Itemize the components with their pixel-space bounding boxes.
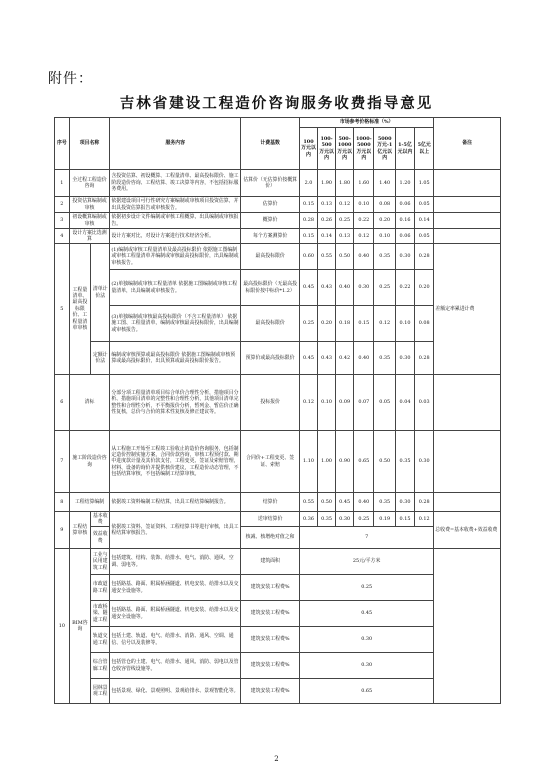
rate-cell: 0.10 — [354, 197, 374, 213]
row-basis: 概算价 — [241, 213, 300, 229]
rate-cell: 0.50 — [374, 431, 395, 493]
row-remark — [434, 431, 501, 493]
rate-cell: 0.20 — [318, 306, 336, 342]
row-content: 包括景观、绿化、景观照明、景观给排水、景观智能化等。 — [110, 679, 241, 704]
row-basis: 最高投标限价（无最高投标限价按中标价*1.2） — [241, 270, 300, 306]
rate-cell: 0.12 — [299, 375, 317, 431]
row-content: 包括路基、路面、附属桥涵隧道、机电安装、给排水以及交通安全设施等。 — [110, 601, 241, 627]
row-remark: 差额定率累进计费 — [434, 244, 501, 375]
header-tier: 1-5亿元以内 — [395, 128, 414, 170]
row-basis: 建筑安装工程费% — [241, 653, 300, 679]
rate-cell: 0.16 — [395, 213, 414, 229]
rate-cell: 0.22 — [395, 270, 414, 306]
row-basis: 建筑面积 — [241, 549, 300, 575]
rate-cell: 0.06 — [395, 197, 414, 213]
rate-cell: 0.50 — [336, 244, 354, 270]
rate-cell: 0.25 — [374, 270, 395, 306]
row-content: (2)单独编制或审核工程量清单 依据施工图编制或审核工程量清单，出具编制或审核报告。 — [110, 270, 241, 306]
row-basis: 估算价（无估算价按概算价） — [241, 170, 300, 197]
row-basis: 建筑安装工程费% — [241, 601, 300, 627]
sub-item-name: 编制或审核预算或最高投标限价 — [111, 351, 180, 358]
rate-cell: 0.10 — [374, 229, 395, 244]
rate-cell: 0.05 — [415, 229, 434, 244]
row-content: 编制或审核预算或最高投标限价 依据施工图编制或审核预算或最高投标限价，出具预算或最高投标限价报告。 — [110, 342, 241, 375]
rate-cell: 1.80 — [336, 170, 354, 197]
row-remark — [434, 549, 501, 704]
row-subgroup-name: 园林景观工程 — [91, 679, 110, 704]
rate-cell: 0.43 — [318, 270, 336, 306]
rate-cell: 0.03 — [415, 375, 434, 431]
rate-cell: 0.42 — [336, 342, 354, 375]
row-item-name: BIM咨询 — [69, 549, 90, 704]
rate-cell: 0.30 — [415, 431, 434, 493]
rate-cell: 0.60 — [299, 244, 317, 270]
row-group-name: 工程量清单、最高投标限价、工程量清单审核 — [69, 244, 90, 375]
rate-cell: 0.25 — [299, 306, 317, 342]
sub-item-name: (1)编制或审核工程量清单及最高投标限价 — [111, 246, 202, 253]
row-basis: 合同价+工程变更、签证、索赔 — [241, 431, 300, 493]
rate-cell: 0.30 — [395, 244, 414, 270]
rate-cell: 0.45 — [299, 342, 317, 375]
row-remark — [434, 493, 501, 512]
row-basis: 建筑安装工程费% — [241, 627, 300, 653]
rate-cell: 0.18 — [336, 306, 354, 342]
row-number: 3 — [55, 213, 70, 229]
rate-cell: 0.22 — [354, 213, 374, 229]
row-content: 从工程施工开始至工程竣工验收止的造价咨询服务，包括制定造价控制实施方案，合同价款咨询，审核工程预付款、期中进度款计量及其价款支付，工程变更、签证及索赔管理，材料、设备的询价并提供核价建议，工程造价动态管理，不包括结算审核，不包括编制工结算审核。 — [110, 431, 241, 493]
row-number: 9 — [55, 512, 70, 549]
rate-cell: 0.13 — [336, 229, 354, 244]
rate-cell: 0.14 — [415, 213, 434, 229]
row-item-name: 工程结算审核 — [69, 512, 90, 549]
rate-cell: 0.26 — [318, 213, 336, 229]
rate-cell: 0.40 — [354, 244, 374, 270]
header-tier: 500-1000万元以内 — [336, 128, 354, 170]
row-content: 包括路基、路面、附属桥涵隧道、机电安装、给排水以及交通安全设施等。 — [110, 575, 241, 601]
row-basis: 建筑安装工程费% — [241, 679, 300, 704]
row-number: 2 — [55, 197, 70, 213]
merged-rate-cell: 0.65 — [299, 679, 433, 704]
row-subgroup-name: 综合管廊工程 — [91, 653, 110, 679]
rate-cell: 0.15 — [354, 306, 374, 342]
rate-cell: 0.35 — [374, 244, 395, 270]
merged-rate-cell: 0.30 — [299, 627, 433, 653]
header-remark: 备注 — [434, 118, 501, 170]
row-content: 含投资估算、初设概算、工程量清单、最高投标限价、施工阶段造价咨询、工程结算、竣工决算等内容，不包括招标服务费用。 — [110, 170, 241, 197]
row-remark — [434, 213, 501, 229]
row-subgroup-name: 轨道交通工程 — [91, 627, 110, 653]
header-market-group: 市场参考价格标准（%） — [299, 118, 433, 128]
rate-cell: 0.09 — [336, 375, 354, 431]
rate-cell: 0.35 — [374, 342, 395, 375]
row-content: 分部分项工程量清单项目综合单价合理性分析，措施项目分析、措施项目清单的完整性和合理性分析，其他项目清单完整性和合理性分析，不平衡报价分析，暂列金、暂估价正确性复核，总价与合价的算术性复核及修正建议等。 — [110, 375, 241, 431]
row-number: 5 — [55, 244, 70, 375]
merged-rate-cell: 0.25 — [299, 575, 433, 601]
row-number: 6 — [55, 375, 70, 431]
row-basis: 预算价或最高投标限价 — [241, 342, 300, 375]
merged-rate-cell: 7 — [299, 527, 433, 549]
header-seq: 序号 — [55, 118, 70, 170]
rate-cell: 0.28 — [299, 213, 317, 229]
rate-cell: 0.30 — [336, 512, 354, 527]
row-content: 依据初步设计文件编制或审核工程概算，出具编制或审核报告。 — [110, 213, 241, 229]
rate-cell: 1.60 — [354, 170, 374, 197]
rate-cell: 0.06 — [395, 229, 414, 244]
rate-cell: 0.50 — [318, 493, 336, 512]
attachment-label: 附件： — [48, 71, 93, 87]
rate-cell: 0.12 — [336, 197, 354, 213]
rate-cell: 0.08 — [374, 197, 395, 213]
row-subgroup-name: 清单计价法 — [91, 244, 110, 342]
rate-cell: 0.40 — [354, 342, 374, 375]
page-number: 2 — [274, 755, 279, 763]
row-item-name: 设计方案比选测算 — [69, 229, 110, 244]
row-basis: 送审结算价 — [241, 512, 300, 527]
row-content: 包括管仓的土建、电气、给排水、通风、消防、弱电以及管仓收容管线设施等。 — [110, 653, 241, 679]
header-content: 服务内容 — [110, 118, 241, 170]
row-basis: 建筑安装工程费% — [241, 575, 300, 601]
rate-cell: 1.20 — [395, 170, 414, 197]
row-basis: 核减、核增绝对值之和 — [241, 527, 300, 549]
row-number: 7 — [55, 431, 70, 493]
row-basis: 估算价 — [241, 197, 300, 213]
row-number: 4 — [55, 229, 70, 244]
row-content: 包括建筑、结构、装饰、给排水、电气、消防、通风、空调、弱电等。 — [110, 549, 241, 575]
row-basis: 最高投标限价 — [241, 306, 300, 342]
row-remark — [434, 170, 501, 197]
rate-cell: 0.30 — [354, 270, 374, 306]
rate-cell: 0.30 — [395, 493, 414, 512]
rate-cell: 0.65 — [354, 431, 374, 493]
header-tier: 100-500万元以内 — [318, 128, 336, 170]
row-content: 依据竣工资料、签证资料、工程结算书等进行审核，出具工程结算审核报告。 — [110, 512, 241, 549]
header-tier: 5亿元以上 — [415, 128, 434, 170]
rate-cell: 0.35 — [374, 493, 395, 512]
row-item-name: 施工阶段造价咨询 — [69, 431, 110, 493]
rate-cell: 0.12 — [354, 229, 374, 244]
rate-cell: 0.20 — [415, 270, 434, 306]
rate-cell: 0.12 — [374, 306, 395, 342]
row-item-name: 工程结算编制 — [69, 493, 110, 512]
row-content: 依据竣工资料编制工程结算，出具工程结算编制报告。 — [110, 493, 241, 512]
row-number: 8 — [55, 493, 70, 512]
rate-cell: 0.28 — [415, 493, 434, 512]
row-remark — [434, 375, 501, 431]
header-tier: 1000-5000万元以内 — [354, 128, 374, 170]
rate-cell: 0.55 — [318, 244, 336, 270]
rate-cell: 0.05 — [415, 197, 434, 213]
rate-cell: 0.25 — [336, 213, 354, 229]
rate-cell: 0.14 — [318, 229, 336, 244]
row-number: 10 — [55, 549, 70, 704]
sub-item-name: (3)单独编制或审核最高投标限价（不含工程量清单） — [111, 313, 226, 320]
row-content: 依据建设项目可行性研究方案编制或审核项目投资估算，并出具投资估算报告或审核报告。 — [110, 197, 241, 213]
rate-cell: 0.28 — [415, 342, 434, 375]
rate-cell: 0.40 — [336, 270, 354, 306]
rate-cell: 0.45 — [299, 270, 317, 306]
merged-rate-cell: 25元/平方米 — [299, 549, 433, 575]
row-content: 包括土建、轨道、电气、给排水、消防、通风、空调、通信、信号以及装修等。 — [110, 627, 241, 653]
rate-cell: 0.15 — [299, 197, 317, 213]
header-basis: 计费基数 — [241, 118, 300, 170]
rate-cell: 1.40 — [374, 170, 395, 197]
rate-cell: 0.55 — [299, 493, 317, 512]
row-basis: 每个方案测算价 — [241, 229, 300, 244]
row-subgroup-name: 工业与民用建筑工程 — [91, 549, 110, 575]
row-remark — [434, 229, 501, 244]
rate-cell: 1.05 — [415, 170, 434, 197]
rate-cell: 0.43 — [318, 342, 336, 375]
row-subgroup-name: 市政道路工程 — [91, 575, 110, 601]
rate-cell: 0.90 — [336, 431, 354, 493]
rate-cell: 0.30 — [395, 342, 414, 375]
row-item-name: 初设概算编制或审核 — [69, 213, 110, 229]
row-item-name: 清标 — [69, 375, 110, 431]
rate-cell: 0.28 — [415, 244, 434, 270]
fee-standard-table — [54, 117, 501, 704]
rate-cell: 0.15 — [299, 229, 317, 244]
header-tier: 100万元以内 — [299, 128, 317, 170]
rate-cell: 0.36 — [299, 512, 317, 527]
row-item-name: 投资估算编制或审核 — [69, 197, 110, 213]
rate-cell: 1.00 — [318, 431, 336, 493]
rate-cell: 0.12 — [415, 512, 434, 527]
rate-cell: 0.35 — [395, 431, 414, 493]
rate-cell: 0.04 — [395, 375, 414, 431]
header-tier: 5000万元-1亿元以内 — [374, 128, 395, 170]
rate-cell: 0.05 — [374, 375, 395, 431]
rate-cell: 0.08 — [415, 306, 434, 342]
row-basis: 结算价 — [241, 493, 300, 512]
rate-cell: 0.40 — [354, 493, 374, 512]
row-subgroup-name: 效益收费 — [91, 527, 110, 549]
rate-cell: 0.10 — [318, 375, 336, 431]
rate-cell: 2.0 — [299, 170, 317, 197]
row-subgroup-name: 基本收费 — [91, 512, 110, 527]
rate-cell: 0.25 — [354, 512, 374, 527]
merged-rate-cell: 0.45 — [299, 601, 433, 627]
row-remark: 总收费=基本收费+效益收费 — [434, 512, 501, 549]
row-item-name: 全过程工程造价咨询 — [69, 170, 110, 197]
rate-cell: 0.20 — [374, 213, 395, 229]
rate-cell: 0.10 — [395, 306, 414, 342]
row-basis: 投标报价 — [241, 375, 300, 431]
rate-cell: 0.13 — [318, 197, 336, 213]
rate-cell: 0.07 — [354, 375, 374, 431]
rate-cell: 1.90 — [318, 170, 336, 197]
rate-cell: 0.19 — [374, 512, 395, 527]
row-subgroup-name: 市政桥梁、隧道工程 — [91, 601, 110, 627]
row-content: (3)单独编制或审核最高投标限价（不含工程量清单） 依据施工图、工程量清单，编制或审核最高投标限价，出具编制或审核报告。 — [110, 306, 241, 342]
merged-rate-cell: 0.30 — [299, 653, 433, 679]
rate-cell: 0.45 — [336, 493, 354, 512]
sub-item-name: (2)单独编制或审核工程量清单 — [111, 281, 177, 288]
rate-cell: 1.10 — [299, 431, 317, 493]
row-basis: 最高投标限价 — [241, 244, 300, 270]
row-number: 1 — [55, 170, 70, 197]
document-title: 吉林省建设工程造价咨询服务收费指导意见 — [119, 95, 434, 112]
row-remark — [434, 197, 501, 213]
header-item: 项目名称 — [69, 118, 110, 170]
row-content: (1)编制或审核工程量清单及最高投标限价 依据施工图编制或审核工程量清单并编制或审核最高投标限价，出具编制或审核报告。 — [110, 244, 241, 270]
rate-cell: 0.15 — [395, 512, 414, 527]
row-subgroup-name: 定额计价法 — [91, 342, 110, 375]
rate-cell: 0.35 — [318, 512, 336, 527]
row-content: 设计方案对比，对设计方案进行技术经济分析。 — [110, 229, 241, 244]
